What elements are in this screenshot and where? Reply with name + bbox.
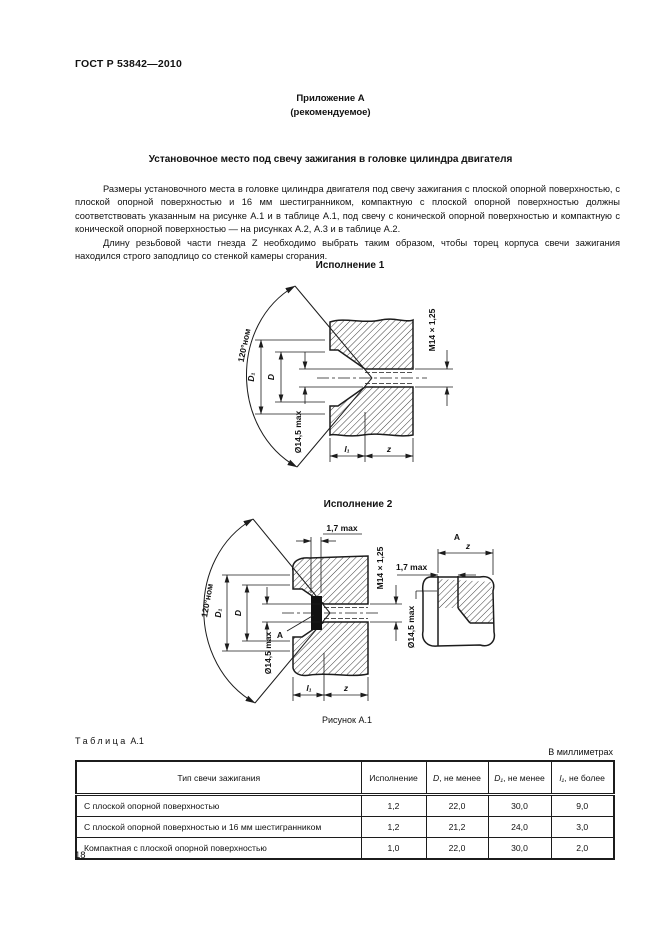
detail-z-label: z: [465, 541, 471, 551]
cell-type: С плоской опорной поверхностью: [76, 795, 361, 817]
detail-callout-label: А: [276, 630, 284, 640]
table-row: [76, 795, 614, 817]
paragraph-2: Длину резьбовой части гнезда Z необходимо выбрать таким образом, чтобы торец корпуса свечи зажигания находился строго заподлицо со стенкой камеры сгорания.: [75, 237, 620, 262]
dimension-thread: [415, 308, 453, 406]
table-row: [76, 817, 614, 838]
detail-view-a: [396, 532, 494, 648]
d1-label: D₁: [246, 372, 256, 382]
angle-label: 120°ном: [199, 582, 215, 619]
d-label: D: [266, 373, 276, 381]
cell-version: 1,0: [361, 838, 426, 860]
dimension-d1: [246, 340, 325, 414]
cell-l1: 3,0: [551, 817, 614, 838]
z-label: z: [343, 683, 349, 693]
cell-d1: 24,0: [488, 817, 551, 838]
detail-step-label: 1,7 max: [396, 562, 428, 572]
l1-label: l₁: [306, 683, 312, 693]
appendix-subtitle: (рекомендуемое): [290, 107, 371, 118]
head-section: [277, 556, 380, 676]
variant-1-title: Исполнение 1: [315, 260, 385, 271]
table-label-word: Таблица: [75, 736, 128, 746]
z-label: z: [386, 444, 392, 454]
d1-label: D₁: [213, 608, 223, 618]
appendix-title: Приложение А: [296, 93, 365, 104]
cell-d1: 30,0: [488, 838, 551, 860]
d-label: D: [233, 609, 243, 617]
angle-dimension: [236, 286, 372, 467]
table-label: [75, 736, 144, 746]
section-title: Установочное место под свечу зажигания в головке цилиндра двигателя: [148, 154, 513, 165]
units-note: В миллиметрах: [548, 747, 613, 757]
table-header-row: [76, 761, 614, 795]
thread-label: M14 × 1,25: [427, 308, 437, 352]
cell-version: 1,2: [361, 817, 426, 838]
cell-l1: 2,0: [551, 838, 614, 860]
col-header-d: D, не менее: [426, 761, 488, 795]
body-text: [75, 183, 620, 263]
l1-label: l₁: [344, 444, 350, 454]
detail-title: А: [453, 532, 461, 542]
table-row: [76, 838, 614, 860]
cell-d: 22,0: [426, 838, 488, 860]
detail-leader: [287, 615, 314, 631]
cell-d: 21,2: [426, 817, 488, 838]
drawing-variant-1: [195, 272, 465, 477]
col-header-type: Тип свечи зажигания: [76, 761, 361, 795]
dimension-d: [266, 352, 325, 402]
cell-d1: 30,0: [488, 795, 551, 817]
detail-bore-label: Ø14,5 max: [406, 605, 416, 649]
dimension-thread: [370, 546, 402, 641]
thread-label: M14 × 1,25: [375, 546, 385, 590]
step-label: 1,7 max: [326, 523, 358, 533]
cell-l1: 9,0: [551, 795, 614, 817]
bore-label: Ø14,5 max: [293, 410, 303, 454]
figure-caption: Рисунок А.1: [322, 715, 372, 725]
cell-d: 22,0: [426, 795, 488, 817]
col-header-d1: D₁, не менее: [488, 761, 551, 795]
table-label-number: А.1: [130, 736, 144, 746]
paragraph-1: Размеры установочного места в головке цилиндра двигателя под свечу зажигания с плоской опорной поверхностью, с плоской опорной поверхностью и 16 мм шестигранником, компактную с плоской опорной поверхностью должны соответствовать указанным на рисунке А.1 и в таблице А.1, под свечу с конической опорной поверхностью и компактную с конической опорной поверхностью — на рисунках А.2, А.3 и в таблице А.2.: [75, 184, 620, 235]
col-header-l1: l₁, не более: [551, 761, 614, 795]
variant-2-title: Исполнение 2: [323, 499, 393, 510]
col-header-version: Исполнение: [361, 761, 426, 795]
seat-washer: [311, 596, 322, 630]
page-number: 18: [75, 850, 86, 861]
cell-type: Компактная с плоской опорной поверхностью: [76, 838, 361, 860]
cell-version: 1,2: [361, 795, 426, 817]
cell-type: С плоской опорной поверхностью и 16 мм шестигранником: [76, 817, 361, 838]
drawing-variant-2: [190, 513, 590, 713]
bore-label: Ø14,5 max: [263, 631, 273, 675]
angle-label: 120°ном: [235, 327, 253, 364]
standard-number: ГОСТ Р 53842—2010: [75, 58, 183, 70]
table-a1: [75, 760, 615, 860]
